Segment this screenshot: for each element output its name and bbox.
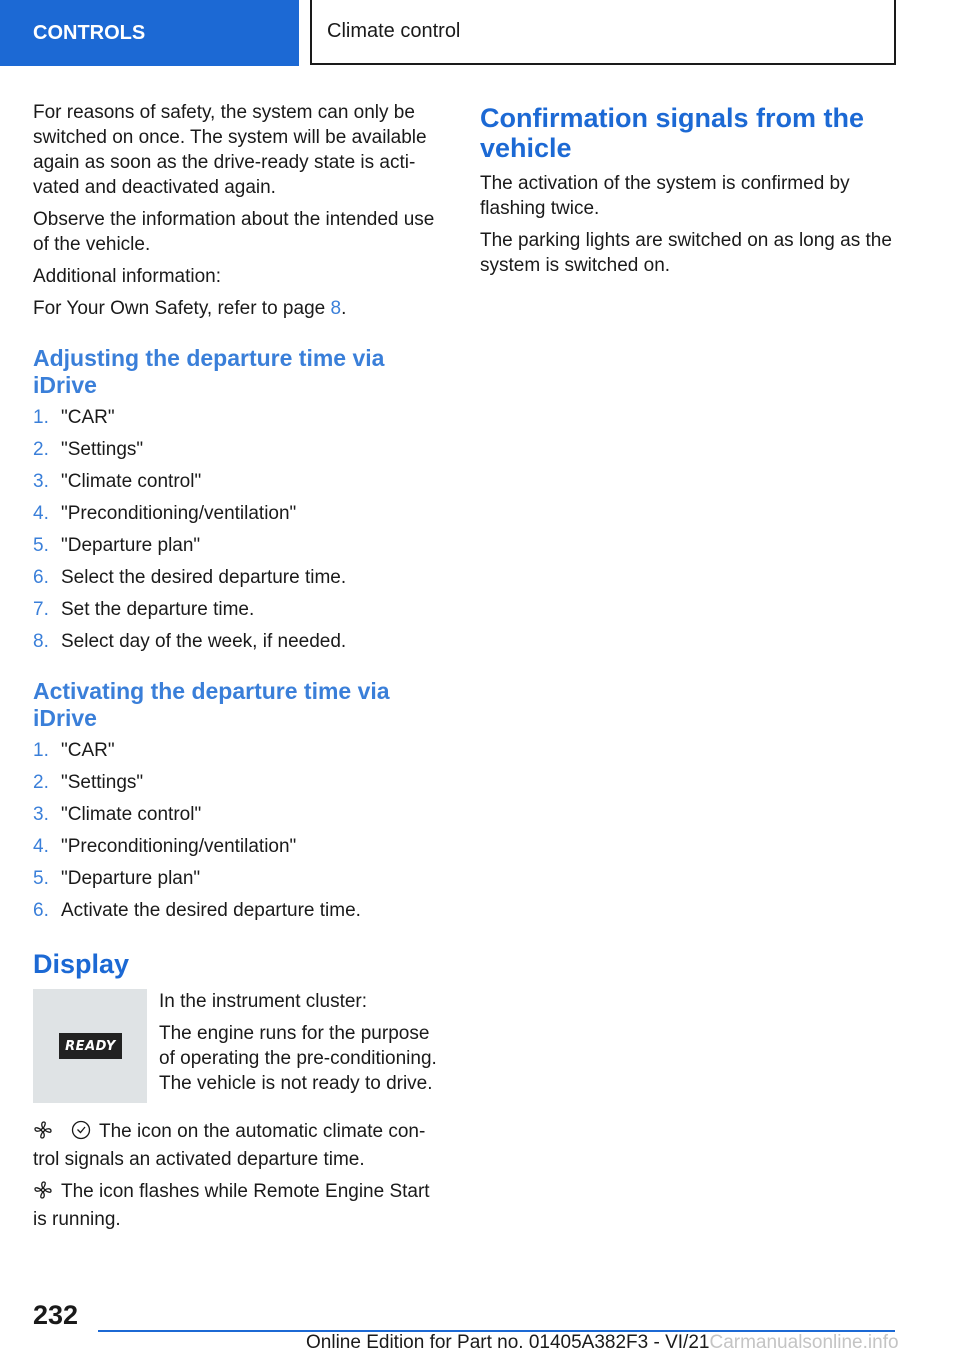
display-paragraph-2: The engine runs for the purpose of operating the pre-conditioning. The vehicle is not ready to drive.: [159, 1023, 437, 1094]
adjust-steps: [33, 405, 441, 654]
list-item: 3. "Climate control": [33, 804, 202, 825]
safety-reference: [33, 296, 441, 321]
page-header: [0, 0, 960, 66]
list-item: 2. "Settings": [33, 772, 144, 793]
list-item: 7. Set the departure time.: [33, 599, 255, 620]
page-number: 232: [33, 1300, 79, 1330]
display-heading: Display: [33, 949, 130, 979]
list-item: 6. Select the desired departure time.: [33, 567, 347, 588]
right-column: [480, 103, 900, 285]
page-link[interactable]: 8: [330, 298, 342, 319]
list-item: 1. "CAR": [33, 407, 115, 428]
list-item: 5. "Departure plan": [33, 868, 201, 889]
list-item: 6. Activate the desired departure time.: [33, 900, 361, 921]
icon-paragraph-1: The icon on the automatic climate con-trol signals an activated departure time.: [33, 1121, 426, 1170]
safety-ref-end: .: [341, 298, 347, 319]
display-block: [33, 989, 441, 1105]
chapter-title: Climate control: [310, 0, 896, 65]
intro-paragraph-1: For reasons of safety, the system can only be switched on once. The system will be available again as soon as the drive-ready state is acti-vated and deactivated again.: [33, 102, 427, 198]
activate-heading: Activating the departure time via iDrive: [33, 678, 390, 731]
fan-icon: [33, 1120, 53, 1147]
footer-edition: [306, 1332, 899, 1354]
fan-icon: [33, 1180, 53, 1207]
clock-icon: [71, 1120, 91, 1147]
adjust-heading: Adjusting the departure time via iDrive: [33, 345, 385, 398]
edition-text: Online Edition for Part no. 01405A382F3 - VI/21: [306, 1332, 710, 1353]
list-item: 1. "CAR": [33, 740, 115, 761]
confirmation-paragraph-2: The parking lights are switched on as long as the system is switched on.: [480, 230, 892, 276]
list-item: 8. Select day of the week, if needed.: [33, 631, 347, 652]
ready-badge: READY: [59, 1033, 122, 1059]
watermark: Carmanualsonline.info: [709, 1332, 899, 1353]
list-item: 5. "Departure plan": [33, 535, 201, 556]
safety-ref-text: For Your Own Safety, refer to page: [33, 298, 331, 319]
section-tab: CONTROLS: [0, 0, 299, 66]
activate-steps: [33, 738, 441, 923]
list-item: 4. "Preconditioning/ventilation": [33, 836, 297, 857]
display-text: [159, 989, 444, 1103]
list-item: 3. "Climate control": [33, 471, 202, 492]
confirmation-heading: Confirmation signals from the vehicle: [480, 103, 865, 163]
list-item: 2. "Settings": [33, 439, 144, 460]
display-paragraph-1: In the instrument cluster:: [159, 991, 368, 1012]
intro-paragraph-2: Observe the information about the intended use of the vehicle.: [33, 209, 435, 255]
left-column: [33, 100, 441, 1239]
icon-paragraph-2: The icon flashes while Remote Engine Start is running.: [33, 1181, 430, 1230]
intro-paragraph-3: Additional information:: [33, 266, 221, 287]
confirmation-paragraph-1: The activation of the system is confirmed by flashing twice.: [480, 173, 850, 219]
list-item: 4. "Preconditioning/ventilation": [33, 503, 297, 524]
ready-indicator-image: [33, 989, 147, 1103]
